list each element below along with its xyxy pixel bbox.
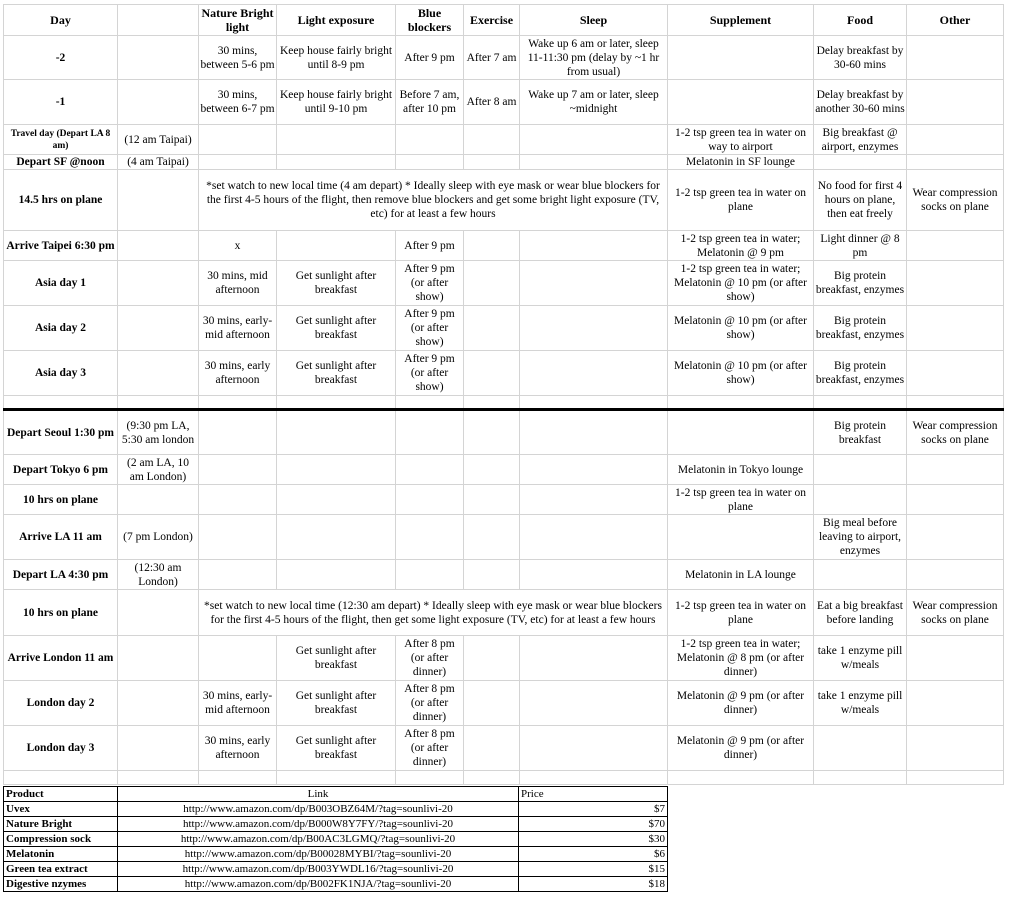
- cell[interactable]: [520, 396, 668, 410]
- cell[interactable]: [907, 80, 1004, 125]
- cell[interactable]: Big protein breakfast: [814, 410, 907, 455]
- products-header-price[interactable]: Price: [519, 787, 668, 802]
- cell[interactable]: [520, 125, 668, 155]
- products-table-wrapper: [3, 786, 668, 892]
- cell[interactable]: [520, 306, 668, 351]
- cell[interactable]: [464, 681, 520, 726]
- cell-day[interactable]: Arrive Taipei 6:30 pm: [4, 231, 118, 261]
- header-food[interactable]: Food: [814, 5, 907, 36]
- product-row: [4, 847, 668, 862]
- cell[interactable]: (2 am LA, 10 am London): [118, 455, 199, 485]
- cell[interactable]: [277, 231, 396, 261]
- cell-day[interactable]: Asia day 2: [4, 306, 118, 351]
- cell[interactable]: [520, 485, 668, 515]
- cell[interactable]: [520, 410, 668, 455]
- cell-day[interactable]: Depart LA 4:30 pm: [4, 560, 118, 590]
- cell[interactable]: 1-2 tsp green tea in water on way to airport: [668, 125, 814, 155]
- product-row: [4, 817, 668, 832]
- cell[interactable]: [277, 485, 396, 515]
- cell[interactable]: [464, 636, 520, 681]
- header-other[interactable]: Other: [907, 5, 1004, 36]
- cell[interactable]: [907, 306, 1004, 351]
- cell[interactable]: After 9 pm (or after show): [396, 261, 464, 306]
- product-name[interactable]: Compression sock: [4, 832, 118, 847]
- cell-flight-instructions[interactable]: *set watch to new local time (12:30 am depart) * Ideally sleep with eye mask or wear blue blockers for the first 4-5 hours of the flight, then get some light exposure (TV, etc) for at least a few hours: [199, 590, 668, 636]
- cell[interactable]: (4 am Taipai): [118, 155, 199, 170]
- cell[interactable]: [814, 396, 907, 410]
- cell[interactable]: [277, 125, 396, 155]
- cell[interactable]: [4, 396, 118, 410]
- cell[interactable]: 30 mins, early-mid afternoon: [199, 681, 277, 726]
- cell[interactable]: [118, 351, 199, 396]
- table-row: [4, 515, 1004, 560]
- cell[interactable]: [520, 771, 668, 785]
- product-link[interactable]: http://www.amazon.com/dp/B003YWDL16/?tag=sounlivi-20: [118, 862, 519, 877]
- cell[interactable]: [668, 80, 814, 125]
- cell[interactable]: [396, 455, 464, 485]
- cell[interactable]: Big breakfast @ airport, enzymes: [814, 125, 907, 155]
- cell[interactable]: [464, 396, 520, 410]
- schedule-sheet: [3, 4, 1004, 785]
- product-price[interactable]: $7: [519, 802, 668, 817]
- product-price[interactable]: $70: [519, 817, 668, 832]
- cell[interactable]: 30 mins, early-mid afternoon: [199, 306, 277, 351]
- cell[interactable]: [907, 36, 1004, 80]
- cell[interactable]: [199, 410, 277, 455]
- cell[interactable]: [277, 396, 396, 410]
- cell-day[interactable]: London day 3: [4, 726, 118, 771]
- cell[interactable]: Melatonin @ 10 pm (or after show): [668, 306, 814, 351]
- header-day[interactable]: Day: [4, 5, 118, 36]
- cell-day[interactable]: -2: [4, 36, 118, 80]
- cell[interactable]: [464, 261, 520, 306]
- cell[interactable]: [396, 485, 464, 515]
- cell[interactable]: [464, 771, 520, 785]
- product-link[interactable]: http://www.amazon.com/dp/B00AC3LGMQ/?tag=sounlivi-20: [118, 832, 519, 847]
- jet-lag-schedule-table: [3, 4, 1004, 785]
- cell[interactable]: [814, 726, 907, 771]
- cell[interactable]: [199, 771, 277, 785]
- cell[interactable]: take 1 enzyme pill w/meals: [814, 636, 907, 681]
- cell-day[interactable]: London day 2: [4, 681, 118, 726]
- cell[interactable]: [464, 455, 520, 485]
- cell[interactable]: [118, 36, 199, 80]
- cell[interactable]: [464, 560, 520, 590]
- cell[interactable]: [118, 306, 199, 351]
- cell-day[interactable]: Depart Seoul 1:30 pm: [4, 410, 118, 455]
- cell[interactable]: [277, 455, 396, 485]
- cell[interactable]: [907, 485, 1004, 515]
- cell[interactable]: 1-2 tsp green tea in water on plane: [668, 170, 814, 231]
- table-row: [4, 560, 1004, 590]
- cell[interactable]: [520, 351, 668, 396]
- cell[interactable]: [907, 155, 1004, 170]
- cell[interactable]: [199, 636, 277, 681]
- cell-day[interactable]: Travel day (Depart LA 8 am): [4, 125, 118, 155]
- product-row: [4, 802, 668, 817]
- cell[interactable]: [907, 455, 1004, 485]
- table-row: [4, 455, 1004, 485]
- cell[interactable]: Before 7 am, after 10 pm: [396, 80, 464, 125]
- cell[interactable]: [118, 170, 199, 231]
- cell[interactable]: [118, 771, 199, 785]
- table-row: [4, 231, 1004, 261]
- section-divider-row: [4, 396, 1004, 410]
- header-sleep[interactable]: Sleep: [520, 5, 668, 36]
- header-blue-blockers[interactable]: Blue blockers: [396, 5, 464, 36]
- cell[interactable]: [520, 515, 668, 560]
- cell[interactable]: (7 pm London): [118, 515, 199, 560]
- cell[interactable]: After 9 pm (or after show): [396, 306, 464, 351]
- cell[interactable]: [199, 560, 277, 590]
- cell-day[interactable]: 10 hrs on plane: [4, 485, 118, 515]
- product-link[interactable]: http://www.amazon.com/dp/B002FK1NJA/?tag=sounlivi-20: [118, 877, 519, 892]
- cell[interactable]: [118, 231, 199, 261]
- cell[interactable]: Get sunlight after breakfast: [277, 351, 396, 396]
- cell[interactable]: [396, 155, 464, 170]
- cell[interactable]: [277, 410, 396, 455]
- cell[interactable]: 30 mins, between 6-7 pm: [199, 80, 277, 125]
- product-row: [4, 877, 668, 892]
- products-table: [3, 786, 668, 892]
- cell[interactable]: Get sunlight after breakfast: [277, 726, 396, 771]
- cell[interactable]: [520, 231, 668, 261]
- table-row: [4, 306, 1004, 351]
- cell[interactable]: [396, 771, 464, 785]
- cell[interactable]: Get sunlight after breakfast: [277, 636, 396, 681]
- cell[interactable]: 1-2 tsp green tea in water on plane: [668, 485, 814, 515]
- cell[interactable]: [199, 485, 277, 515]
- cell[interactable]: take 1 enzyme pill w/meals: [814, 681, 907, 726]
- cell[interactable]: Get sunlight after breakfast: [277, 261, 396, 306]
- cell-day[interactable]: 14.5 hrs on plane: [4, 170, 118, 231]
- cell[interactable]: [464, 515, 520, 560]
- cell-day[interactable]: Arrive LA 11 am: [4, 515, 118, 560]
- header-light-exposure[interactable]: Light exposure: [277, 5, 396, 36]
- cell[interactable]: Wake up 7 am or later, sleep ~midnight: [520, 80, 668, 125]
- cell[interactable]: [907, 351, 1004, 396]
- cell[interactable]: After 9 pm: [396, 36, 464, 80]
- cell[interactable]: [464, 726, 520, 771]
- cell[interactable]: [199, 125, 277, 155]
- cell[interactable]: (12 am Taipai): [118, 125, 199, 155]
- cell[interactable]: [520, 560, 668, 590]
- product-row: [4, 832, 668, 847]
- cell[interactable]: [814, 560, 907, 590]
- cell[interactable]: After 8 pm (or after dinner): [396, 681, 464, 726]
- cell[interactable]: (9:30 pm LA, 5:30 am london: [118, 410, 199, 455]
- cell-day[interactable]: Depart Tokyo 6 pm: [4, 455, 118, 485]
- cell[interactable]: [277, 515, 396, 560]
- cell[interactable]: Melatonin @ 9 pm (or after dinner): [668, 681, 814, 726]
- header-nature-bright[interactable]: Nature Bright light: [199, 5, 277, 36]
- table-row: [4, 351, 1004, 396]
- header-row: [4, 5, 1004, 36]
- cell[interactable]: No food for first 4 hours on plane, then eat freely: [814, 170, 907, 231]
- cell[interactable]: [464, 485, 520, 515]
- table-row: [4, 485, 1004, 515]
- cell[interactable]: [520, 261, 668, 306]
- cell[interactable]: [118, 681, 199, 726]
- cell[interactable]: Melatonin in Tokyo lounge: [668, 455, 814, 485]
- cell[interactable]: [118, 80, 199, 125]
- cell[interactable]: [907, 771, 1004, 785]
- cell[interactable]: 30 mins, early afternoon: [199, 351, 277, 396]
- cell[interactable]: [907, 515, 1004, 560]
- cell[interactable]: [118, 726, 199, 771]
- cell[interactable]: Big protein breakfast, enzymes: [814, 261, 907, 306]
- cell[interactable]: Wear compression socks on plane: [907, 410, 1004, 455]
- cell[interactable]: [668, 771, 814, 785]
- cell[interactable]: [814, 485, 907, 515]
- cell[interactable]: Get sunlight after breakfast: [277, 306, 396, 351]
- product-name[interactable]: Nature Bright: [4, 817, 118, 832]
- cell[interactable]: After 8 pm (or after dinner): [396, 726, 464, 771]
- header-supplement[interactable]: Supplement: [668, 5, 814, 36]
- cell[interactable]: Big protein breakfast, enzymes: [814, 306, 907, 351]
- product-price[interactable]: $15: [519, 862, 668, 877]
- cell[interactable]: Melatonin @ 10 pm (or after show): [668, 351, 814, 396]
- cell[interactable]: [118, 261, 199, 306]
- cell[interactable]: Keep house fairly bright until 8-9 pm: [277, 36, 396, 80]
- cell[interactable]: [199, 515, 277, 560]
- cell[interactable]: [907, 560, 1004, 590]
- cell[interactable]: Wake up 6 am or later, sleep 11-11:30 pm (delay by ~1 hr from usual): [520, 36, 668, 80]
- cell[interactable]: After 8 am: [464, 80, 520, 125]
- cell[interactable]: [277, 560, 396, 590]
- cell[interactable]: [814, 455, 907, 485]
- cell[interactable]: After 9 pm: [396, 231, 464, 261]
- cell[interactable]: [668, 36, 814, 80]
- cell-day[interactable]: 10 hrs on plane: [4, 590, 118, 636]
- cell-flight-instructions[interactable]: *set watch to new local time (4 am depart) * Ideally sleep with eye mask or wear blue blockers for the first 4-5 hours of the flight, then remove blue blockers and get some bright light exposure (TV, etc) for at least a few hours: [199, 170, 668, 231]
- cell[interactable]: [118, 485, 199, 515]
- cell-day[interactable]: Depart SF @noon: [4, 155, 118, 170]
- products-header-link[interactable]: Link: [118, 787, 519, 802]
- header-blank[interactable]: [118, 5, 199, 36]
- cell[interactable]: [396, 125, 464, 155]
- cell[interactable]: [396, 396, 464, 410]
- cell[interactable]: [668, 410, 814, 455]
- cell[interactable]: [907, 681, 1004, 726]
- product-name[interactable]: Uvex: [4, 802, 118, 817]
- product-price[interactable]: $6: [519, 847, 668, 862]
- cell[interactable]: [907, 261, 1004, 306]
- product-price[interactable]: $18: [519, 877, 668, 892]
- product-link[interactable]: http://www.amazon.com/dp/B000W8Y7FY/?tag=sounlivi-20: [118, 817, 519, 832]
- cell[interactable]: 30 mins, early afternoon: [199, 726, 277, 771]
- cell[interactable]: [199, 396, 277, 410]
- cell[interactable]: [520, 681, 668, 726]
- cell[interactable]: [520, 155, 668, 170]
- cell[interactable]: 1-2 tsp green tea in water on plane: [668, 590, 814, 636]
- product-link[interactable]: http://www.amazon.com/dp/B003OBZ64M/?tag=sounlivi-20: [118, 802, 519, 817]
- table-row: [4, 125, 1004, 155]
- cell[interactable]: [277, 155, 396, 170]
- cell[interactable]: [464, 155, 520, 170]
- cell[interactable]: x: [199, 231, 277, 261]
- table-row: [4, 80, 1004, 125]
- table-row: [4, 590, 1004, 636]
- cell-day[interactable]: -1: [4, 80, 118, 125]
- cell[interactable]: After 7 am: [464, 36, 520, 80]
- cell[interactable]: [907, 125, 1004, 155]
- cell[interactable]: Big protein breakfast, enzymes: [814, 351, 907, 396]
- product-row: [4, 862, 668, 877]
- table-row: [4, 410, 1004, 455]
- cell[interactable]: [396, 560, 464, 590]
- table-row: [4, 681, 1004, 726]
- cell[interactable]: [668, 515, 814, 560]
- table-row: [4, 636, 1004, 681]
- cell[interactable]: Melatonin in SF lounge: [668, 155, 814, 170]
- products-header-row: [4, 787, 668, 802]
- cell[interactable]: [396, 515, 464, 560]
- cell[interactable]: Melatonin @ 9 pm (or after dinner): [668, 726, 814, 771]
- cell[interactable]: [520, 726, 668, 771]
- product-name[interactable]: Digestive nzymes: [4, 877, 118, 892]
- cell[interactable]: 1-2 tsp green tea in water; Melatonin @ 8 pm (or after dinner): [668, 636, 814, 681]
- cell[interactable]: [907, 636, 1004, 681]
- cell[interactable]: Delay breakfast by another 30-60 mins: [814, 80, 907, 125]
- cell[interactable]: 30 mins, mid afternoon: [199, 261, 277, 306]
- table-row: [4, 726, 1004, 771]
- product-price[interactable]: $30: [519, 832, 668, 847]
- cell[interactable]: [199, 155, 277, 170]
- cell[interactable]: Eat a big breakfast before landing: [814, 590, 907, 636]
- cell[interactable]: 1-2 tsp green tea in water; Melatonin @ 10 pm (or after show): [668, 261, 814, 306]
- cell[interactable]: [464, 410, 520, 455]
- cell-day[interactable]: Asia day 1: [4, 261, 118, 306]
- table-row: [4, 170, 1004, 231]
- cell[interactable]: [4, 771, 118, 785]
- cell[interactable]: [396, 410, 464, 455]
- cell[interactable]: 1-2 tsp green tea in water; Melatonin @ 9 pm: [668, 231, 814, 261]
- cell[interactable]: Delay breakfast by 30-60 mins: [814, 36, 907, 80]
- table-row: [4, 261, 1004, 306]
- cell[interactable]: [668, 396, 814, 410]
- products-header-product[interactable]: Product: [4, 787, 118, 802]
- cell[interactable]: [464, 306, 520, 351]
- cell[interactable]: Get sunlight after breakfast: [277, 681, 396, 726]
- cell[interactable]: [907, 726, 1004, 771]
- cell[interactable]: [520, 455, 668, 485]
- cell[interactable]: [907, 396, 1004, 410]
- cell-day[interactable]: Asia day 3: [4, 351, 118, 396]
- cell[interactable]: (12:30 am London): [118, 560, 199, 590]
- cell[interactable]: [464, 125, 520, 155]
- cell-day[interactable]: Arrive London 11 am: [4, 636, 118, 681]
- table-row: [4, 36, 1004, 80]
- cell[interactable]: [907, 231, 1004, 261]
- cell[interactable]: After 8 pm (or after dinner): [396, 636, 464, 681]
- cell[interactable]: [118, 590, 199, 636]
- product-name[interactable]: Melatonin: [4, 847, 118, 862]
- product-name[interactable]: Green tea extract: [4, 862, 118, 877]
- table-row: [4, 771, 1004, 785]
- cell[interactable]: [277, 771, 396, 785]
- cell[interactable]: Big meal before leaving to airport, enzymes: [814, 515, 907, 560]
- cell[interactable]: Keep house fairly bright until 9-10 pm: [277, 80, 396, 125]
- cell[interactable]: [464, 351, 520, 396]
- cell[interactable]: Melatonin in LA lounge: [668, 560, 814, 590]
- table-row: [4, 155, 1004, 170]
- cell[interactable]: [520, 636, 668, 681]
- cell[interactable]: [464, 231, 520, 261]
- cell[interactable]: After 9 pm (or after show): [396, 351, 464, 396]
- cell[interactable]: Wear compression socks on plane: [907, 170, 1004, 231]
- cell[interactable]: [118, 636, 199, 681]
- cell[interactable]: Wear compression socks on plane: [907, 590, 1004, 636]
- cell[interactable]: Light dinner @ 8 pm: [814, 231, 907, 261]
- cell[interactable]: [814, 155, 907, 170]
- cell[interactable]: [814, 771, 907, 785]
- cell[interactable]: 30 mins, between 5-6 pm: [199, 36, 277, 80]
- header-exercise[interactable]: Exercise: [464, 5, 520, 36]
- cell[interactable]: [118, 396, 199, 410]
- cell[interactable]: [199, 455, 277, 485]
- product-link[interactable]: http://www.amazon.com/dp/B00028MYBI/?tag=sounlivi-20: [118, 847, 519, 862]
